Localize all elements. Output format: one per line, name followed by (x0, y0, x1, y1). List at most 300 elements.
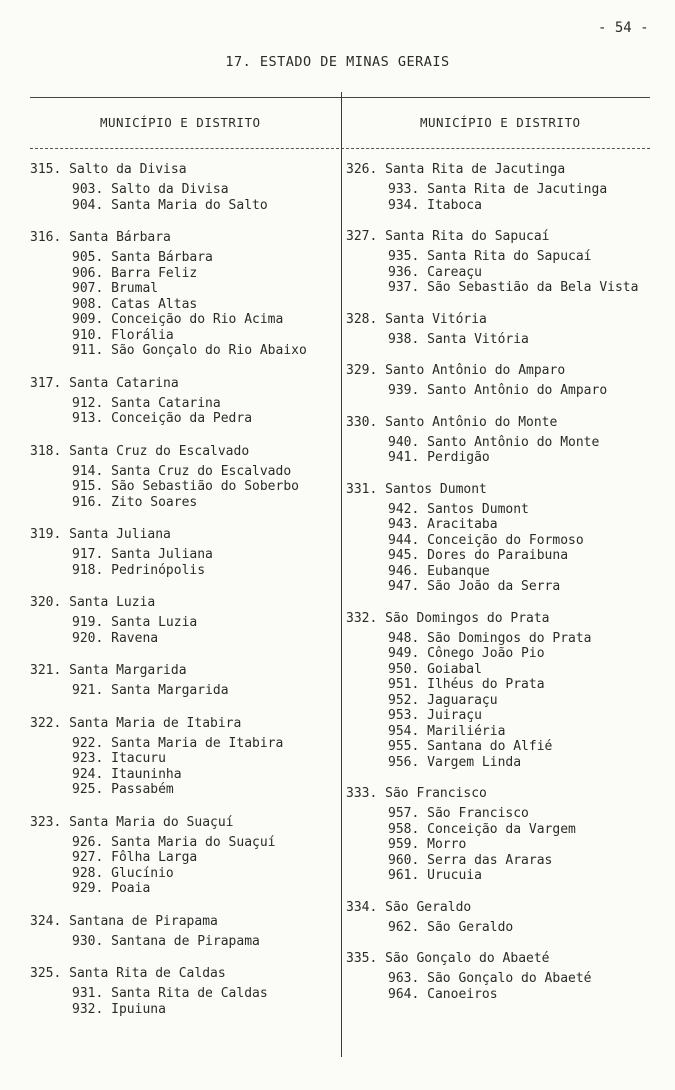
district-name: Conceição do Rio Acima (111, 312, 284, 327)
district-name: Urucuia (427, 868, 482, 883)
district-number: 960. (388, 852, 420, 868)
district-number: 959. (388, 837, 420, 852)
municipality-entry (30, 913, 335, 950)
municipality-line (346, 311, 666, 328)
district-number: 943. (388, 517, 420, 532)
district-name: Itaboca (427, 197, 482, 213)
district-number: 924. (72, 766, 104, 782)
district-name: Salto da Divisa (111, 182, 229, 197)
district-name: Santa Cruz do Escalvado (111, 463, 292, 479)
district-line (346, 646, 666, 662)
district-name: Serra das Araras (427, 852, 553, 868)
district-name: Brumal (111, 281, 159, 296)
district-line (30, 396, 335, 412)
district-line (30, 182, 335, 198)
district-name: Florália (111, 327, 174, 343)
municipality-line (30, 965, 335, 982)
district-line (30, 547, 335, 563)
municipality-name: Santa Cruz do Escalvado (69, 443, 250, 459)
municipality-name: Santa Luzia (69, 595, 156, 610)
district-line (346, 739, 666, 755)
district-line (346, 853, 666, 869)
municipality-line (346, 228, 666, 245)
district-line (30, 464, 335, 480)
municipality-name: Santo Antônio do Amparo (385, 363, 566, 378)
municipality-entry (346, 311, 666, 348)
municipality-name: Santos Dumont (385, 481, 487, 497)
district-line (346, 724, 666, 740)
municipality-line (346, 414, 666, 431)
municipality-entry (346, 950, 666, 1002)
district-number: 961. (388, 868, 420, 883)
district-number: 945. (388, 548, 420, 563)
municipality-line (30, 229, 335, 246)
district-number: 949. (388, 646, 420, 661)
municipality-entry (30, 594, 335, 646)
district-name: Santa Luzia (111, 615, 198, 630)
district-name: Vargem Linda (427, 754, 522, 770)
district-line (30, 343, 335, 359)
municipality-entry (30, 965, 335, 1017)
district-name: Santa Juliana (111, 547, 213, 562)
district-number: 948. (388, 630, 420, 646)
district-number: 963. (388, 971, 420, 986)
district-name: Mariliéria (427, 723, 506, 739)
municipality-name: Santa Maria de Itabira (69, 715, 242, 731)
municipality-entry (30, 715, 335, 798)
district-name: Canoeiros (427, 986, 498, 1002)
municipality-name: Santa Rita de Jacutinga (385, 162, 566, 177)
municipality-line (30, 375, 335, 392)
district-line (346, 806, 666, 822)
district-name: Santa Catarina (111, 395, 221, 411)
municipality-number: 333. (346, 786, 378, 801)
municipality-number: 326. (346, 162, 378, 177)
municipality-name: Salto da Divisa (69, 162, 187, 177)
district-number: 955. (388, 739, 420, 754)
district-name: São Domingos do Prata (427, 630, 592, 646)
district-number: 934. (388, 197, 420, 213)
table-top-rule (30, 97, 650, 98)
district-name: Santa Maria do Salto (111, 197, 268, 213)
district-number: 923. (72, 751, 104, 766)
district-number: 935. (388, 249, 420, 264)
district-list (30, 547, 335, 578)
district-line (30, 1002, 335, 1018)
district-line (346, 755, 666, 771)
municipality-number: 318. (30, 443, 62, 459)
district-list (30, 615, 335, 646)
municipality-line (346, 899, 666, 916)
district-line (30, 281, 335, 297)
district-line (346, 920, 666, 936)
district-number: 930. (72, 933, 104, 949)
district-number: 939. (388, 383, 420, 398)
municipality-name: Santa Rita do Sapucaí (385, 229, 550, 244)
municipality-number: 324. (30, 913, 62, 929)
district-number: 926. (72, 834, 104, 850)
district-line (346, 249, 666, 265)
district-line (346, 435, 666, 451)
district-name: Santa Margarida (111, 683, 229, 698)
municipality-number: 317. (30, 375, 62, 391)
municipality-number: 315. (30, 162, 62, 177)
district-name: São Geraldo (427, 919, 514, 935)
district-line (30, 250, 335, 266)
page-number: - 54 - (598, 20, 649, 36)
municipality-entry (30, 161, 335, 213)
district-number: 929. (72, 881, 104, 896)
municipality-entry (346, 414, 666, 466)
district-line (346, 265, 666, 281)
municipality-number: 320. (30, 595, 62, 610)
district-list (346, 182, 666, 213)
district-number: 913. (72, 411, 104, 426)
municipality-line (30, 594, 335, 611)
district-number: 962. (388, 919, 420, 935)
district-number: 944. (388, 532, 420, 548)
district-number: 925. (72, 782, 104, 797)
district-name: Aracitaba (427, 517, 498, 532)
municipality-line (346, 610, 666, 627)
column-header-right: MUNICÍPIO E DISTRITO (420, 115, 581, 130)
municipality-name: Santana de Pirapama (69, 913, 218, 929)
district-line (346, 677, 666, 693)
municipality-line (346, 950, 666, 967)
municipality-entry (346, 481, 666, 595)
district-name: Santa Bárbara (111, 250, 213, 265)
municipality-line (346, 161, 666, 178)
district-name: Conceição do Formoso (427, 532, 584, 548)
municipality-name: Santa Catarina (69, 375, 179, 391)
district-number: 918. (72, 562, 104, 578)
district-line (30, 835, 335, 851)
municipality-entry (346, 610, 666, 771)
municipality-line (30, 662, 335, 679)
district-line (346, 332, 666, 348)
district-number: 916. (72, 494, 104, 510)
district-name: Santana do Alfié (427, 739, 553, 754)
municipality-number: 316. (30, 230, 62, 245)
district-name: Itacuru (111, 751, 166, 766)
district-name: Careaçu (427, 264, 482, 280)
district-name: Barra Feliz (111, 265, 198, 281)
district-name: Santo Antônio do Monte (427, 434, 600, 450)
district-line (30, 751, 335, 767)
municipality-entry (30, 375, 335, 427)
district-name: Conceição da Vargem (427, 821, 576, 837)
district-line (30, 881, 335, 897)
district-name: Passabém (111, 782, 174, 797)
municipality-line (30, 913, 335, 930)
district-name: Ravena (111, 630, 159, 646)
municipality-name: São Geraldo (385, 899, 472, 915)
district-name: Dores do Paraibuna (427, 548, 569, 563)
district-number: 952. (388, 692, 420, 708)
municipality-name: Santa Rita de Caldas (69, 966, 226, 981)
district-number: 928. (72, 865, 104, 881)
district-number: 936. (388, 264, 420, 280)
district-line (346, 502, 666, 518)
district-line (30, 683, 335, 699)
district-list (346, 631, 666, 771)
district-number: 912. (72, 395, 104, 411)
district-list (346, 971, 666, 1002)
municipality-number: 335. (346, 951, 378, 966)
district-number: 941. (388, 450, 420, 465)
municipality-number: 325. (30, 966, 62, 981)
district-list (30, 986, 335, 1017)
district-number: 938. (388, 331, 420, 347)
district-line (346, 198, 666, 214)
district-line (346, 450, 666, 466)
municipality-name: São Gonçalo do Abaeté (385, 951, 550, 966)
district-line (346, 182, 666, 198)
district-name: Goiabal (427, 661, 482, 677)
district-list (30, 396, 335, 427)
district-number: 957. (388, 806, 420, 821)
municipality-line (30, 443, 335, 460)
municipality-entry (346, 228, 666, 296)
page-title: 17. ESTADO DE MINAS GERAIS (225, 54, 450, 70)
municipality-line (346, 785, 666, 802)
district-list (30, 683, 335, 699)
district-list (346, 806, 666, 884)
district-line (30, 297, 335, 313)
district-number: 927. (72, 850, 104, 865)
district-list (346, 249, 666, 296)
district-name: Itauninha (111, 766, 182, 782)
district-name: São Gonçalo do Rio Abaixo (111, 343, 307, 358)
district-number: 942. (388, 501, 420, 517)
district-name: Catas Altas (111, 296, 198, 312)
municipality-entry (30, 526, 335, 578)
district-line (30, 479, 335, 495)
district-number: 956. (388, 754, 420, 770)
municipality-number: 328. (346, 311, 378, 327)
district-name: São Sebastião do Soberbo (111, 479, 299, 494)
district-name: São Sebastião da Bela Vista (427, 280, 639, 295)
district-line (30, 631, 335, 647)
district-number: 931. (72, 986, 104, 1001)
district-line (30, 767, 335, 783)
district-number: 950. (388, 661, 420, 677)
district-number: 937. (388, 280, 420, 295)
district-line (346, 822, 666, 838)
district-list (30, 736, 335, 798)
district-name: Zito Soares (111, 494, 198, 510)
district-line (30, 866, 335, 882)
district-number: 919. (72, 615, 104, 630)
district-list (346, 435, 666, 466)
district-number: 908. (72, 296, 104, 312)
municipality-entry (30, 443, 335, 511)
municipality-entry (346, 161, 666, 213)
municipality-line (30, 814, 335, 831)
district-line (346, 579, 666, 595)
district-line (346, 693, 666, 709)
district-list (346, 502, 666, 595)
district-line (346, 280, 666, 296)
district-list (346, 332, 666, 348)
district-line (30, 411, 335, 427)
district-number: 911. (72, 343, 104, 358)
district-number: 922. (72, 735, 104, 751)
district-list (346, 920, 666, 936)
district-name: Cônego João Pio (427, 646, 545, 661)
district-number: 905. (72, 250, 104, 265)
district-list (30, 464, 335, 511)
district-number: 921. (72, 683, 104, 698)
district-number: 953. (388, 708, 420, 723)
district-name: Eubanque (427, 563, 490, 579)
district-name: Ilhéus do Prata (427, 677, 545, 692)
district-name: Ipuiuna (111, 1001, 166, 1017)
district-number: 910. (72, 327, 104, 343)
municipality-entry (346, 899, 666, 936)
municipality-name: Santa Maria do Suaçuí (69, 814, 234, 830)
municipality-line (30, 715, 335, 732)
district-number: 906. (72, 265, 104, 281)
district-name: Santa Maria de Itabira (111, 735, 284, 751)
district-name: Conceição da Pedra (111, 411, 253, 426)
district-number: 954. (388, 723, 420, 739)
district-name: Santa Vitória (427, 331, 529, 347)
district-name: Santa Rita de Caldas (111, 986, 268, 1001)
district-list (30, 250, 335, 359)
district-line (30, 782, 335, 798)
district-number: 933. (388, 182, 420, 197)
district-line (30, 934, 335, 950)
district-list (30, 934, 335, 950)
district-number: 964. (388, 986, 420, 1002)
district-line (346, 987, 666, 1003)
district-line (30, 495, 335, 511)
district-line (346, 533, 666, 549)
municipality-number: 322. (30, 715, 62, 731)
municipality-line (346, 481, 666, 498)
municipality-name: Santa Vitória (385, 311, 487, 327)
district-line (346, 868, 666, 884)
district-name: Morro (427, 837, 467, 852)
municipality-number: 329. (346, 363, 378, 378)
district-number: 917. (72, 547, 104, 562)
municipality-name: Santa Juliana (69, 527, 171, 542)
district-line (346, 708, 666, 724)
header-rule (30, 148, 650, 149)
district-name: Jaguaraçu (427, 692, 498, 708)
municipality-name: São Domingos do Prata (385, 610, 550, 626)
municipality-entry (346, 362, 666, 399)
district-name: Santa Rita do Sapucaí (427, 249, 592, 264)
district-list (30, 182, 335, 213)
district-number: 932. (72, 1001, 104, 1017)
district-number: 951. (388, 677, 420, 692)
district-line (30, 986, 335, 1002)
district-line (30, 312, 335, 328)
district-number: 940. (388, 434, 420, 450)
district-name: Poaia (111, 881, 151, 896)
district-number: 907. (72, 281, 104, 296)
district-list (346, 383, 666, 399)
district-line (30, 198, 335, 214)
municipality-line (346, 362, 666, 379)
district-line (30, 328, 335, 344)
municipality-entry (30, 229, 335, 359)
district-number: 915. (72, 479, 104, 494)
district-number: 947. (388, 579, 420, 594)
district-line (30, 736, 335, 752)
district-name: São Francisco (427, 806, 529, 821)
municipality-number: 331. (346, 481, 378, 497)
district-name: São João da Serra (427, 579, 561, 594)
district-line (346, 548, 666, 564)
municipality-number: 330. (346, 414, 378, 430)
district-name: Santos Dumont (427, 501, 529, 517)
district-number: 946. (388, 563, 420, 579)
district-name: São Gonçalo do Abaeté (427, 971, 592, 986)
right-column (346, 161, 666, 1017)
district-line (346, 837, 666, 853)
district-line (30, 563, 335, 579)
municipality-number: 327. (346, 229, 378, 244)
district-number: 909. (72, 312, 104, 327)
district-line (30, 615, 335, 631)
municipality-number: 319. (30, 527, 62, 542)
municipality-entry (30, 662, 335, 699)
municipality-name: São Francisco (385, 786, 487, 801)
district-name: Pedrinópolis (111, 562, 206, 578)
municipality-name: Santa Bárbara (69, 230, 171, 245)
district-line (346, 383, 666, 399)
district-number: 903. (72, 182, 104, 197)
district-name: Glucínio (111, 865, 174, 881)
district-line (30, 850, 335, 866)
district-name: Perdigão (427, 450, 490, 465)
district-number: 904. (72, 197, 104, 213)
district-name: Santo Antônio do Amparo (427, 383, 608, 398)
district-number: 914. (72, 463, 104, 479)
municipality-number: 334. (346, 899, 378, 915)
column-header-left: MUNICÍPIO E DISTRITO (100, 115, 261, 130)
district-name: Santa Rita de Jacutinga (427, 182, 608, 197)
district-name: Santa Maria do Suaçuí (111, 834, 276, 850)
district-number: 958. (388, 821, 420, 837)
district-number: 920. (72, 630, 104, 646)
municipality-name: Santa Margarida (69, 663, 187, 678)
district-name: Santana de Pirapama (111, 933, 260, 949)
municipality-number: 332. (346, 610, 378, 626)
municipality-entry (346, 785, 666, 884)
district-line (30, 266, 335, 282)
municipality-line (30, 161, 335, 178)
municipality-name: Santo Antônio do Monte (385, 414, 558, 430)
district-line (346, 564, 666, 580)
column-divider (341, 92, 342, 1057)
district-name: Fôlha Larga (111, 850, 198, 865)
left-column (30, 161, 335, 1033)
municipality-entry (30, 814, 335, 897)
municipality-number: 323. (30, 814, 62, 830)
district-list (30, 835, 335, 897)
district-line (346, 971, 666, 987)
district-line (346, 662, 666, 678)
district-name: Juiraçu (427, 708, 482, 723)
district-line (346, 517, 666, 533)
municipality-number: 321. (30, 663, 62, 678)
district-line (346, 631, 666, 647)
municipality-line (30, 526, 335, 543)
